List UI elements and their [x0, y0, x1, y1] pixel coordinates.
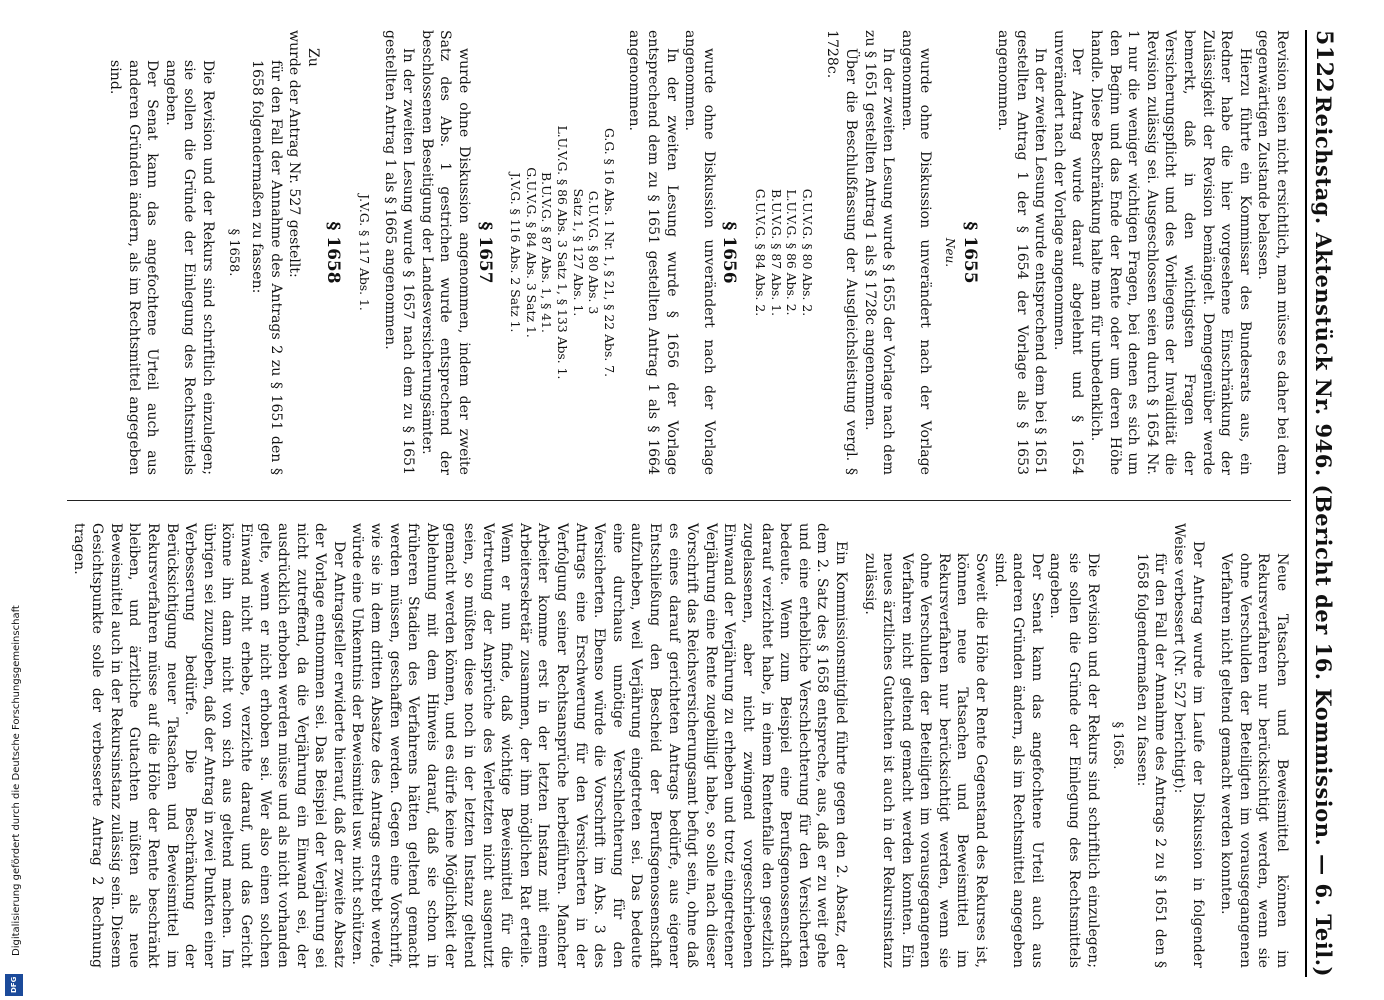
paragraph: wurde ohne Diskussion unverändert nach der Vorlage angenommen.	[682, 30, 717, 475]
dfg-logo: DFG	[5, 974, 23, 996]
page-body	[63, 30, 1339, 977]
quoted-section-number: § 1658.	[1110, 721, 1126, 770]
paragraph: wurde ohne Diskussion unverändert nach der Vorlage angenommen.	[898, 30, 934, 475]
paragraph: Zu	[304, 48, 321, 67]
section-heading-1656: § 1656	[719, 221, 740, 284]
quoted-text: Die Revision und der Rekurs sind schriftlich einzulegen; sie sollen die Gründe der Einlegung des Rechtsmittels angeben.	[1047, 553, 1101, 968]
law-references	[508, 30, 617, 475]
spacer	[1207, 523, 1217, 968]
law-reference: L.U.V.G. § 86 Abs. 2.	[784, 189, 800, 316]
law-reference: B.U.V.G. § 87 Abs. 1.	[768, 188, 784, 317]
law-reference: G.U.V.G. § 84 Abs. 3 Satz 1.	[523, 167, 539, 338]
paragraph: Der Antrag wurde darauf abgelehnt und § 1654 unverändert nach der Vorlage angenommen.	[1050, 30, 1086, 475]
quoted-text: Der Senat kann das angefochtene Urteil auch aus anderen Gründen ändern, als im Rechtsmittel angegeben sind.	[991, 553, 1045, 968]
right-column	[69, 523, 1291, 968]
paragraph: In der zweiten Lesung wurde § 1656 der Vorlage entsprechend dem zu § 1651 gestellten Antrag 1 als § 1664 angenommen.	[626, 30, 680, 475]
law-reference: J.V.G. § 116 Abs. 2 Satz 1.	[508, 172, 524, 333]
paragraph: wurde der Antrag Nr. 527 gestellt:	[286, 30, 303, 278]
law-reference: G.G. § 16 Abs. 1 Nr. 1, § 21, § 22 Abs. 7.	[601, 127, 617, 378]
quoted-motion: für den Fall der Annahme des Antrags 2 zu § 1651 den § 1658 folgendermaßen zu fassen:	[249, 60, 284, 475]
funding-note	[8, 530, 22, 970]
spacer	[850, 523, 860, 968]
paragraph: Ein Kommissionsmitglied führte gegen den 2. Absatz, der dem 2. Satz des § 1658 entspreche, aus, daß er zu weit gehe und eine erhebliche Verschlechterung für den Versicherten bedeute. Wenn zum Beispiel eine Berufsgenossenschaft darauf verzichtet habe, in einem Rentenfalle den gesetzlich zugelassenen, aber nicht zwingend vorgeschriebenen Einwand der Verjährung zu erheben und trotz eingetretener Verjährung eine Rente zugebilligt habe, so solle nach dieser Vorschrift das Reichsversicherungsamt befugt sein, ohne daß es eines darauf gerichteten Antrags bedürfe, aus eigener Entschließung den Bescheid der Berufsgenossenschaft aufzuheben, weil Verjährung eingetreten sei. Das bedeute eine durchaus unnötige Verschlechterung für den Versicherten. Ebenso würde die Vorschrift im Abs. 3 des Antrags eine Erschwerung für den Versicherten in der Verfolgung seiner Rechtsansprüche herbeiführen. Mancher Arbeiter komme erst in der letzten Instanz mit einem Arbeitersekretär zusammen, der ihm möglichen Rat erteile. Wenn er nun finde, daß wichtige Beweismittel für die Vertretung der Ansprüche des Verletzten nicht ausgenutzt seien, so müßten diese noch in der letzten Instanz geltend gemacht werden können, und es dürfe keine Möglichkeit der Ablehnung mit dem Hinweis darauf, daß sie schon in früheren Stadien des Verfahrens hätten geltend gemacht werden müssen, geschaffen werden. Gegen eine Vorschrift, wie sie in dem dritten Absatze des Antrags erstrebt werde, würde eine Unkenntnis der Beweismittel usw. nicht schützen.	[349, 523, 849, 968]
law-reference: J.V.G. § 117 Abs. 1.	[357, 194, 373, 311]
law-reference: B.U.V.G. § 87 Abs. 1, § 41.	[539, 172, 555, 333]
paragraph: Der Antragsteller erwiderte hierauf, daß der zweite Absatz der Vorlage entnommen sei. Das Beispiel der Verjährung sei nicht zutreffend, da die Verjährung ein Einwand sei, der ausdrücklich erhoben werden müsse und als nicht vorhanden gelte, wenn er nicht erhoben sei. Wer also einen solchen Einwand nicht erhebe, verzichte darauf, und das Gericht könne ihn dann nicht von sich aus geltend machen. Im übrigen sei zuzugeben, daß der Antrag in zwei Punkten einer Verbesserung bedürfe. Die Beschränkung der Berücksichtigung neuer Tatsachen und Beweismittel im Rekursverfahren müsse auf die Höhe der Rente beschränkt bleiben, und ärztliche Gutachten müßten als neue Beweismittel auch in der Rekursinstanz zulässig sein. Diesem Gesichtspunkte solle der verbesserte Antrag 2 Rechnung tragen.	[70, 523, 347, 968]
paragraph: Hierzu führte ein Kommissar des Bundesrats aus, ein Redner habe die hier vorgesehene Einschränkung der Zulässigkeit der Revision bemängelt. Demgegenüber werde bemerkt, daß in den wichtigsten Fragen der Versicherungspflicht und des Vorliegens der Invalidität die Revision zulässig sei. Ausgeschlossen seien durch § 1654 Nr. 1 nur die weniger wichtigen Fragen, bei denen es sich um den Beginn und das Ende der Rente oder um deren Höhe handle. Diese Beschränkung halte man für unbedenklich.	[1088, 30, 1253, 475]
column-divider	[67, 500, 1291, 501]
quoted-section-number: § 1658.	[225, 228, 241, 277]
page-number: 5122	[1311, 30, 1337, 94]
section-heading-1658: § 1658	[323, 221, 344, 284]
law-reference: G.U.V.G. § 80 Abs. 3	[586, 190, 602, 315]
paragraph: Revision seien nicht ersichtlich, man müsse es daher bei dem gegenwärtigen Zustande belassen.	[1255, 30, 1290, 475]
paragraph: Über die Beschlußfassung der Ausgleichsleistung vergl. § 1728c.	[824, 30, 859, 475]
quoted-text: Soweit die Höhe der Rente Gegenstand des Rekurses ist, können neue Tatsachen und Beweismittel im Rekursverfahren nur berücksichtigt werden, wenn sie ohne Verschulden der Beteiligten im vorausgegangenen Verfahren nicht geltend gemacht werden konnten. Ein neues ärztliches Gutachten ist auch in der Rekursinstanz zulässig.	[861, 553, 990, 968]
law-reference: G.U.V.G. § 80 Abs. 2.	[799, 188, 815, 317]
page-title: Reichstag. Aktenstück Nr. 946. (Bericht der 16. Kommission. — 6. Teil.)	[1311, 95, 1336, 977]
running-head	[1305, 30, 1339, 977]
paragraph: In der zweiten Lesung wurde entsprechend dem bei § 1651 gestellten Antrag 1 der § 1654 der Vorlage als § 1653 angenommen.	[995, 30, 1049, 475]
paragraph: Der Antrag wurde im Laufe der Diskussion in folgender Weise verbessert (Nr. 527 berichtigt):	[1171, 523, 1206, 968]
law-reference: Satz 1, § 127 Abs. 1.	[570, 188, 586, 317]
law-references	[752, 30, 814, 475]
law-reference: L.U.V.G. § 86 Abs. 3 Satz 1, § 133 Abs. 1.	[555, 125, 571, 380]
paragraph: In der zweiten Lesung wurde § 1655 der Vorlage nach dem zu § 1651 gestellten Antrag 1 als § 1728c angenommen.	[861, 30, 897, 475]
funding-note-text: Digitalisierung gefördert durch die Deutsche Forschungsgemeinschaft	[11, 605, 22, 956]
quoted-text: Der Senat kann das angefochtene Urteil auch aus anderen Gründen ändern, als im Rechtsmittel angegeben sind.	[106, 60, 161, 475]
left-column	[105, 30, 1291, 475]
section-heading-1655: § 1655	[960, 221, 981, 284]
law-reference: G.U.V.G. § 84 Abs. 2.	[752, 188, 768, 317]
quoted-text: Neue Tatsachen und Beweismittel können im Rekursverfahren nur berücksichtigt werden, wenn sie ohne Verschulden der Beteiligten im vorausgegangenen Verfahren nicht geltend gemacht werden konnten.	[1218, 553, 1290, 968]
quoted-motion: für den Fall der Annahme des Antrags 2 zu § 1651 den § 1658 folgendermaßen zu fassen:	[1133, 553, 1169, 968]
quoted-text: Die Revision und der Rekurs sind schriftlich einzulegen; sie sollen die Gründe der Einlegung des Rechtsmittels angeben.	[162, 60, 216, 475]
paragraph: wurde ohne Diskussion angenommen, indem der zweite Satz des Abs. 1 gestrichen wurde entsprechend der beschlossenen Beseitigung der Landesversicherungsämter.	[418, 30, 473, 475]
paragraph: In der zweiten Lesung wurde § 1657 nach dem zu § 1651 gestellten Antrag 1 als § 1665 angenommen.	[381, 30, 417, 475]
rotated-page	[63, 30, 1339, 977]
section-heading-1657: § 1657	[474, 221, 495, 284]
section-note: Neu.	[942, 237, 957, 268]
